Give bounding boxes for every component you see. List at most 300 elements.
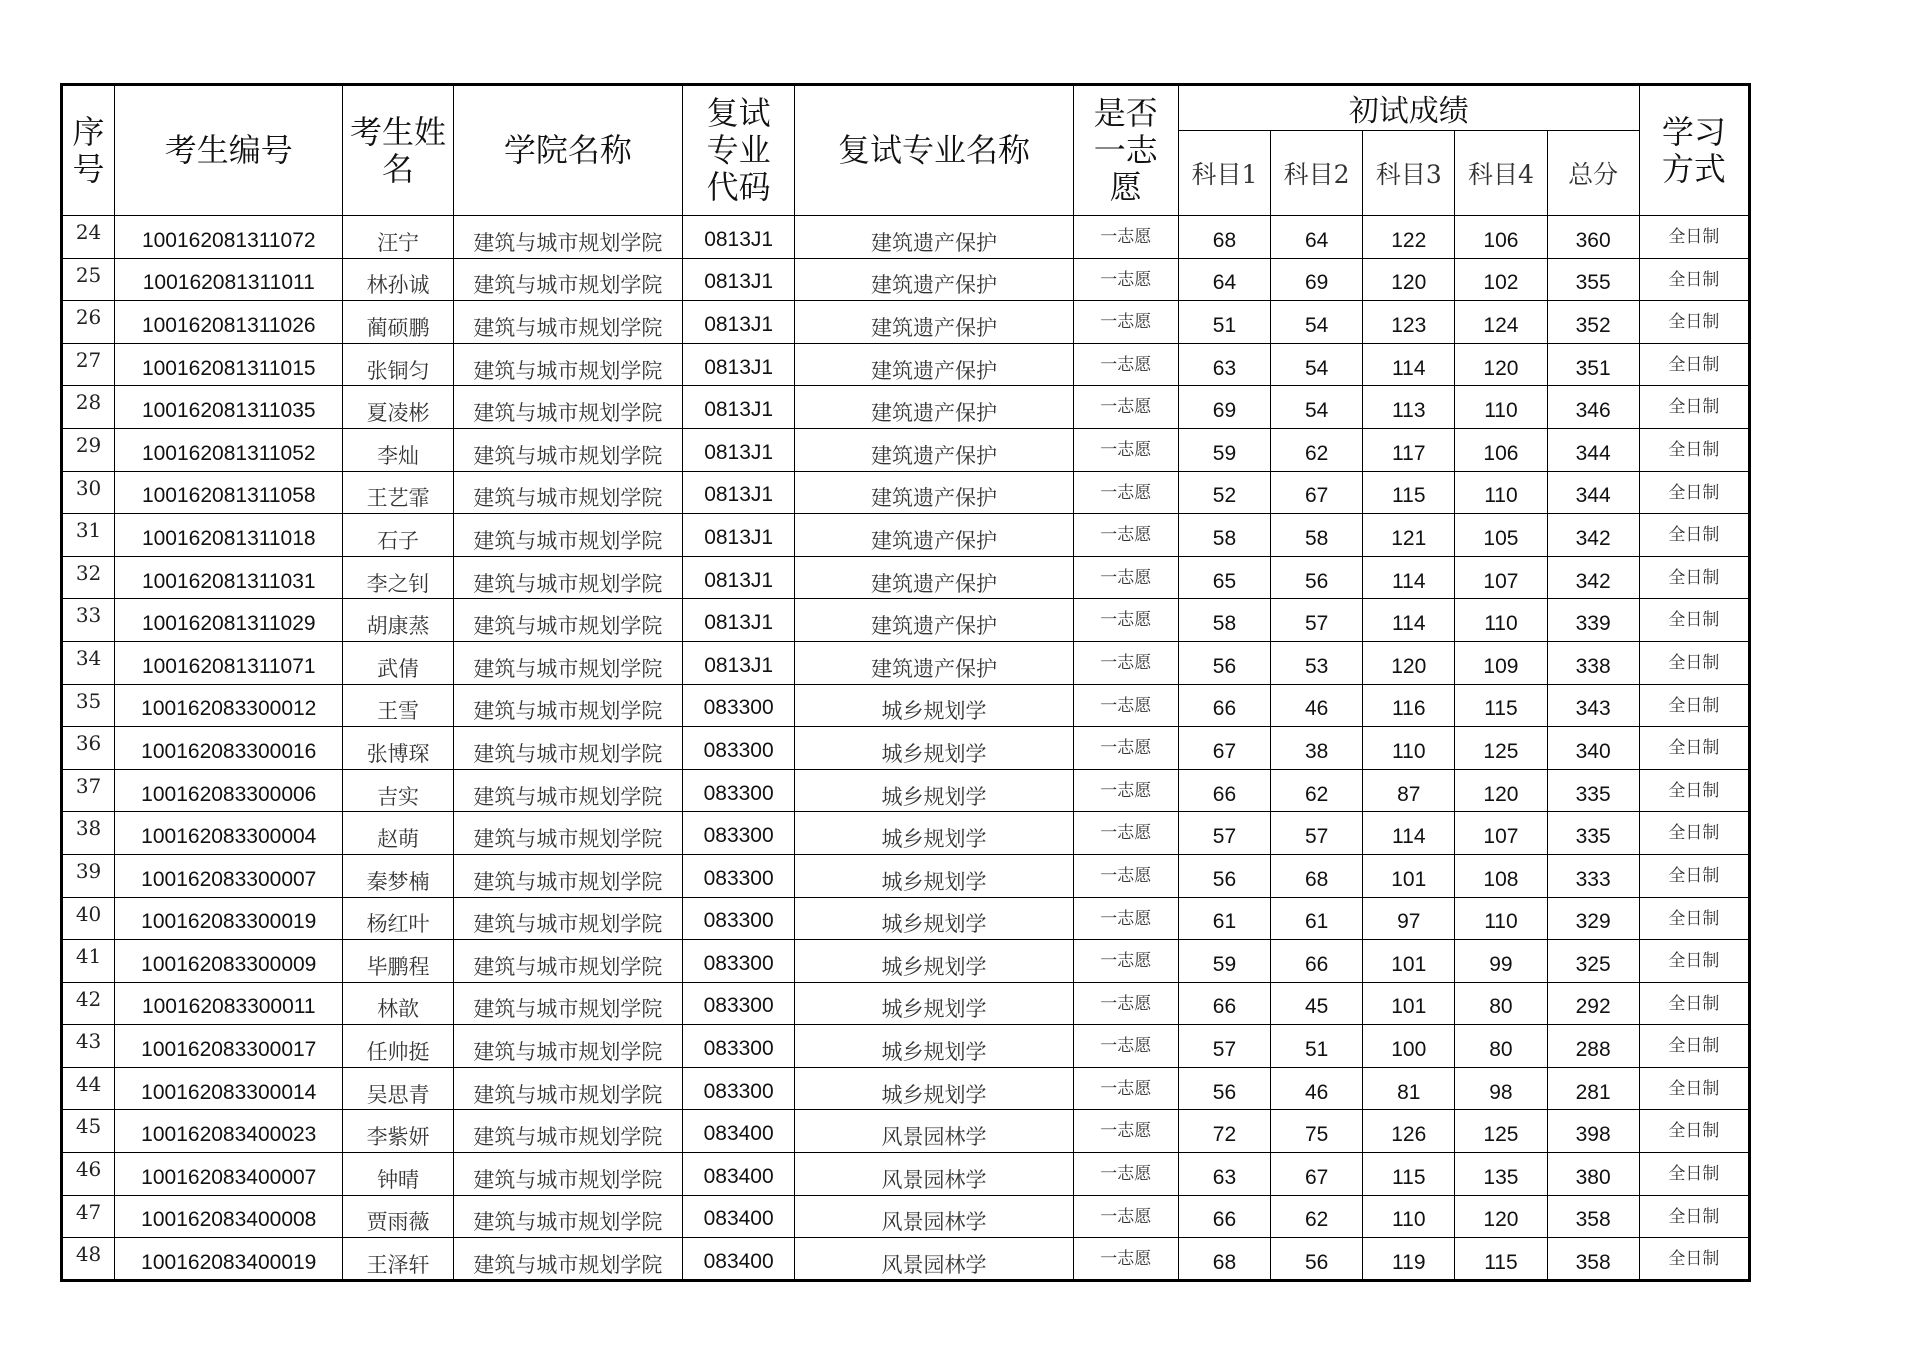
cell-subject4: 102 bbox=[1455, 258, 1547, 301]
cell-total: 335 bbox=[1547, 769, 1639, 812]
cell-college: 建筑与城市规划学院 bbox=[453, 258, 682, 301]
cell-subject2: 62 bbox=[1271, 428, 1363, 471]
cell-subject1: 51 bbox=[1178, 301, 1270, 344]
cell-college: 建筑与城市规划学院 bbox=[453, 1153, 682, 1196]
cell-name: 林歆 bbox=[343, 982, 453, 1025]
cell-seq: 41 bbox=[62, 940, 115, 983]
cell-name: 吉实 bbox=[343, 769, 453, 812]
cell-subject3: 87 bbox=[1363, 769, 1455, 812]
cell-first-choice: 一志愿 bbox=[1073, 812, 1178, 855]
cell-seq: 27 bbox=[62, 343, 115, 386]
cell-subject4: 110 bbox=[1455, 386, 1547, 429]
cell-subject4: 115 bbox=[1455, 1238, 1547, 1281]
cell-major-code: 083400 bbox=[683, 1195, 795, 1238]
table-row bbox=[62, 1067, 1750, 1110]
cell-major-code: 083300 bbox=[683, 854, 795, 897]
header-subject4: 科目4 bbox=[1455, 131, 1547, 216]
cell-major-name: 城乡规划学 bbox=[795, 812, 1073, 855]
cell-major-code: 0813J1 bbox=[683, 514, 795, 557]
cell-major-code: 083400 bbox=[683, 1110, 795, 1153]
cell-subject1: 56 bbox=[1178, 854, 1270, 897]
cell-subject3: 110 bbox=[1363, 727, 1455, 770]
cell-total: 352 bbox=[1547, 301, 1639, 344]
cell-first-choice: 一志愿 bbox=[1073, 428, 1178, 471]
cell-exam-id: 100162081311058 bbox=[115, 471, 343, 514]
cell-name: 汪宁 bbox=[343, 216, 453, 259]
cell-major-name: 建筑遗产保护 bbox=[795, 386, 1073, 429]
cell-subject4: 110 bbox=[1455, 897, 1547, 940]
cell-subject1: 52 bbox=[1178, 471, 1270, 514]
cell-name: 李紫妍 bbox=[343, 1110, 453, 1153]
cell-major-name: 城乡规划学 bbox=[795, 684, 1073, 727]
cell-seq: 45 bbox=[62, 1110, 115, 1153]
cell-subject1: 57 bbox=[1178, 812, 1270, 855]
cell-seq: 48 bbox=[62, 1238, 115, 1281]
cell-subject2: 56 bbox=[1271, 556, 1363, 599]
cell-study-mode: 全日制 bbox=[1639, 854, 1749, 897]
cell-major-code: 083300 bbox=[683, 982, 795, 1025]
cell-college: 建筑与城市规划学院 bbox=[453, 556, 682, 599]
cell-subject1: 66 bbox=[1178, 684, 1270, 727]
cell-subject1: 67 bbox=[1178, 727, 1270, 770]
cell-seq: 28 bbox=[62, 386, 115, 429]
cell-study-mode: 全日制 bbox=[1639, 599, 1749, 642]
cell-major-name: 建筑遗产保护 bbox=[795, 343, 1073, 386]
header-initial-scores: 初试成绩 bbox=[1178, 85, 1639, 131]
cell-first-choice: 一志愿 bbox=[1073, 982, 1178, 1025]
table-row bbox=[62, 897, 1750, 940]
cell-subject4: 115 bbox=[1455, 684, 1547, 727]
cell-first-choice: 一志愿 bbox=[1073, 556, 1178, 599]
cell-seq: 34 bbox=[62, 641, 115, 684]
cell-subject1: 64 bbox=[1178, 258, 1270, 301]
cell-name: 胡康蒸 bbox=[343, 599, 453, 642]
cell-major-name: 建筑遗产保护 bbox=[795, 258, 1073, 301]
cell-name: 王艺霏 bbox=[343, 471, 453, 514]
cell-subject1: 56 bbox=[1178, 641, 1270, 684]
cell-subject3: 122 bbox=[1363, 216, 1455, 259]
cell-name: 赵萌 bbox=[343, 812, 453, 855]
cell-study-mode: 全日制 bbox=[1639, 1153, 1749, 1196]
cell-total: 325 bbox=[1547, 940, 1639, 983]
table-row bbox=[62, 684, 1750, 727]
table-row bbox=[62, 1195, 1750, 1238]
cell-seq: 44 bbox=[62, 1067, 115, 1110]
cell-seq: 39 bbox=[62, 854, 115, 897]
cell-subject2: 57 bbox=[1271, 599, 1363, 642]
cell-major-name: 建筑遗产保护 bbox=[795, 599, 1073, 642]
cell-subject2: 69 bbox=[1271, 258, 1363, 301]
cell-study-mode: 全日制 bbox=[1639, 343, 1749, 386]
cell-name: 李之钊 bbox=[343, 556, 453, 599]
cell-major-name: 风景园林学 bbox=[795, 1238, 1073, 1281]
cell-major-name: 建筑遗产保护 bbox=[795, 556, 1073, 599]
cell-college: 建筑与城市规划学院 bbox=[453, 428, 682, 471]
cell-exam-id: 100162081311072 bbox=[115, 216, 343, 259]
cell-exam-id: 100162081311029 bbox=[115, 599, 343, 642]
cell-major-code: 083400 bbox=[683, 1153, 795, 1196]
table-row bbox=[62, 343, 1750, 386]
cell-exam-id: 100162083400008 bbox=[115, 1195, 343, 1238]
cell-college: 建筑与城市规划学院 bbox=[453, 684, 682, 727]
cell-college: 建筑与城市规划学院 bbox=[453, 1110, 682, 1153]
cell-college: 建筑与城市规划学院 bbox=[453, 216, 682, 259]
cell-subject3: 117 bbox=[1363, 428, 1455, 471]
cell-college: 建筑与城市规划学院 bbox=[453, 854, 682, 897]
cell-subject4: 124 bbox=[1455, 301, 1547, 344]
table-row bbox=[62, 812, 1750, 855]
cell-exam-id: 100162083300011 bbox=[115, 982, 343, 1025]
cell-subject2: 75 bbox=[1271, 1110, 1363, 1153]
table-row bbox=[62, 599, 1750, 642]
cell-first-choice: 一志愿 bbox=[1073, 258, 1178, 301]
cell-study-mode: 全日制 bbox=[1639, 1025, 1749, 1068]
table-row bbox=[62, 386, 1750, 429]
cell-subject3: 115 bbox=[1363, 471, 1455, 514]
cell-name: 王泽轩 bbox=[343, 1238, 453, 1281]
cell-college: 建筑与城市规划学院 bbox=[453, 1067, 682, 1110]
header-major-name: 复试专业名称 bbox=[795, 85, 1073, 216]
header-subject3: 科目3 bbox=[1363, 131, 1455, 216]
cell-total: 335 bbox=[1547, 812, 1639, 855]
cell-seq: 47 bbox=[62, 1195, 115, 1238]
cell-major-code: 083300 bbox=[683, 684, 795, 727]
cell-major-name: 城乡规划学 bbox=[795, 769, 1073, 812]
cell-subject4: 120 bbox=[1455, 769, 1547, 812]
header-study-mode: 学习方式 bbox=[1639, 85, 1749, 216]
cell-first-choice: 一志愿 bbox=[1073, 343, 1178, 386]
cell-first-choice: 一志愿 bbox=[1073, 514, 1178, 557]
cell-study-mode: 全日制 bbox=[1639, 301, 1749, 344]
table-row bbox=[62, 258, 1750, 301]
table-row bbox=[62, 216, 1750, 259]
cell-exam-id: 100162081311052 bbox=[115, 428, 343, 471]
cell-major-code: 0813J1 bbox=[683, 599, 795, 642]
cell-subject4: 107 bbox=[1455, 556, 1547, 599]
cell-first-choice: 一志愿 bbox=[1073, 854, 1178, 897]
cell-college: 建筑与城市规划学院 bbox=[453, 343, 682, 386]
cell-first-choice: 一志愿 bbox=[1073, 641, 1178, 684]
table-row bbox=[62, 428, 1750, 471]
cell-subject4: 80 bbox=[1455, 1025, 1547, 1068]
cell-first-choice: 一志愿 bbox=[1073, 1025, 1178, 1068]
cell-seq: 35 bbox=[62, 684, 115, 727]
cell-subject3: 114 bbox=[1363, 343, 1455, 386]
cell-college: 建筑与城市规划学院 bbox=[453, 471, 682, 514]
cell-subject3: 119 bbox=[1363, 1238, 1455, 1281]
cell-first-choice: 一志愿 bbox=[1073, 684, 1178, 727]
cell-exam-id: 100162083400007 bbox=[115, 1153, 343, 1196]
cell-first-choice: 一志愿 bbox=[1073, 940, 1178, 983]
cell-total: 342 bbox=[1547, 514, 1639, 557]
cell-name: 张博琛 bbox=[343, 727, 453, 770]
table-body bbox=[62, 216, 1750, 1281]
cell-exam-id: 100162083300009 bbox=[115, 940, 343, 983]
cell-major-name: 城乡规划学 bbox=[795, 940, 1073, 983]
cell-total: 358 bbox=[1547, 1238, 1639, 1281]
cell-first-choice: 一志愿 bbox=[1073, 1238, 1178, 1281]
cell-college: 建筑与城市规划学院 bbox=[453, 1025, 682, 1068]
cell-subject2: 38 bbox=[1271, 727, 1363, 770]
cell-major-name: 建筑遗产保护 bbox=[795, 301, 1073, 344]
cell-total: 351 bbox=[1547, 343, 1639, 386]
cell-subject4: 106 bbox=[1455, 428, 1547, 471]
cell-exam-id: 100162083400023 bbox=[115, 1110, 343, 1153]
cell-subject1: 65 bbox=[1178, 556, 1270, 599]
cell-first-choice: 一志愿 bbox=[1073, 1153, 1178, 1196]
table-row bbox=[62, 982, 1750, 1025]
cell-subject3: 116 bbox=[1363, 684, 1455, 727]
cell-first-choice: 一志愿 bbox=[1073, 386, 1178, 429]
cell-subject4: 110 bbox=[1455, 599, 1547, 642]
cell-first-choice: 一志愿 bbox=[1073, 769, 1178, 812]
cell-name: 吴思青 bbox=[343, 1067, 453, 1110]
header-subject2: 科目2 bbox=[1271, 131, 1363, 216]
cell-exam-id: 100162083300017 bbox=[115, 1025, 343, 1068]
cell-exam-id: 100162083300006 bbox=[115, 769, 343, 812]
cell-exam-id: 100162081311018 bbox=[115, 514, 343, 557]
cell-subject1: 57 bbox=[1178, 1025, 1270, 1068]
cell-study-mode: 全日制 bbox=[1639, 982, 1749, 1025]
cell-subject2: 62 bbox=[1271, 769, 1363, 812]
cell-college: 建筑与城市规划学院 bbox=[453, 727, 682, 770]
cell-subject3: 126 bbox=[1363, 1110, 1455, 1153]
cell-major-code: 0813J1 bbox=[683, 258, 795, 301]
cell-first-choice: 一志愿 bbox=[1073, 1067, 1178, 1110]
cell-subject1: 59 bbox=[1178, 428, 1270, 471]
cell-total: 281 bbox=[1547, 1067, 1639, 1110]
cell-subject1: 59 bbox=[1178, 940, 1270, 983]
cell-subject1: 66 bbox=[1178, 769, 1270, 812]
cell-subject4: 120 bbox=[1455, 1195, 1547, 1238]
cell-seq: 38 bbox=[62, 812, 115, 855]
cell-name: 张铜匀 bbox=[343, 343, 453, 386]
cell-subject4: 105 bbox=[1455, 514, 1547, 557]
cell-subject2: 66 bbox=[1271, 940, 1363, 983]
table-row bbox=[62, 854, 1750, 897]
header-subject1: 科目1 bbox=[1178, 131, 1270, 216]
cell-subject1: 72 bbox=[1178, 1110, 1270, 1153]
cell-subject2: 56 bbox=[1271, 1238, 1363, 1281]
cell-exam-id: 100162083300014 bbox=[115, 1067, 343, 1110]
cell-subject3: 97 bbox=[1363, 897, 1455, 940]
cell-first-choice: 一志愿 bbox=[1073, 471, 1178, 514]
cell-total: 358 bbox=[1547, 1195, 1639, 1238]
header-exam-id: 考生编号 bbox=[115, 85, 343, 216]
cell-total: 329 bbox=[1547, 897, 1639, 940]
cell-major-name: 城乡规划学 bbox=[795, 982, 1073, 1025]
cell-exam-id: 100162083300019 bbox=[115, 897, 343, 940]
cell-total: 342 bbox=[1547, 556, 1639, 599]
cell-seq: 42 bbox=[62, 982, 115, 1025]
cell-subject2: 51 bbox=[1271, 1025, 1363, 1068]
cell-study-mode: 全日制 bbox=[1639, 769, 1749, 812]
cell-name: 毕鹏程 bbox=[343, 940, 453, 983]
cell-subject3: 114 bbox=[1363, 556, 1455, 599]
cell-first-choice: 一志愿 bbox=[1073, 216, 1178, 259]
cell-first-choice: 一志愿 bbox=[1073, 897, 1178, 940]
cell-subject2: 67 bbox=[1271, 1153, 1363, 1196]
cell-major-code: 083300 bbox=[683, 727, 795, 770]
cell-major-name: 建筑遗产保护 bbox=[795, 514, 1073, 557]
cell-subject1: 56 bbox=[1178, 1067, 1270, 1110]
table-row bbox=[62, 1025, 1750, 1068]
cell-subject4: 125 bbox=[1455, 727, 1547, 770]
cell-seq: 24 bbox=[62, 216, 115, 259]
cell-subject4: 106 bbox=[1455, 216, 1547, 259]
cell-total: 360 bbox=[1547, 216, 1639, 259]
cell-subject1: 66 bbox=[1178, 1195, 1270, 1238]
cell-name: 任帅挺 bbox=[343, 1025, 453, 1068]
table-row bbox=[62, 471, 1750, 514]
cell-college: 建筑与城市规划学院 bbox=[453, 599, 682, 642]
cell-subject2: 54 bbox=[1271, 301, 1363, 344]
cell-subject4: 107 bbox=[1455, 812, 1547, 855]
cell-subject1: 61 bbox=[1178, 897, 1270, 940]
cell-name: 王雪 bbox=[343, 684, 453, 727]
cell-subject4: 110 bbox=[1455, 471, 1547, 514]
cell-major-name: 建筑遗产保护 bbox=[795, 216, 1073, 259]
cell-subject3: 123 bbox=[1363, 301, 1455, 344]
cell-study-mode: 全日制 bbox=[1639, 428, 1749, 471]
cell-study-mode: 全日制 bbox=[1639, 812, 1749, 855]
table-row bbox=[62, 1110, 1750, 1153]
cell-exam-id: 100162081311026 bbox=[115, 301, 343, 344]
cell-total: 380 bbox=[1547, 1153, 1639, 1196]
cell-exam-id: 100162081311015 bbox=[115, 343, 343, 386]
cell-major-name: 建筑遗产保护 bbox=[795, 471, 1073, 514]
cell-college: 建筑与城市规划学院 bbox=[453, 641, 682, 684]
cell-college: 建筑与城市规划学院 bbox=[453, 1238, 682, 1281]
header-total: 总分 bbox=[1547, 131, 1639, 216]
cell-major-code: 0813J1 bbox=[683, 216, 795, 259]
cell-major-name: 建筑遗产保护 bbox=[795, 428, 1073, 471]
cell-study-mode: 全日制 bbox=[1639, 1238, 1749, 1281]
cell-total: 288 bbox=[1547, 1025, 1639, 1068]
header-seq: 序号 bbox=[62, 85, 115, 216]
cell-subject2: 45 bbox=[1271, 982, 1363, 1025]
cell-subject1: 68 bbox=[1178, 1238, 1270, 1281]
cell-subject4: 120 bbox=[1455, 343, 1547, 386]
cell-study-mode: 全日制 bbox=[1639, 1110, 1749, 1153]
cell-subject1: 66 bbox=[1178, 982, 1270, 1025]
cell-subject4: 98 bbox=[1455, 1067, 1547, 1110]
table-row bbox=[62, 769, 1750, 812]
cell-subject3: 113 bbox=[1363, 386, 1455, 429]
cell-major-code: 0813J1 bbox=[683, 471, 795, 514]
header-major-code: 复试专业代码 bbox=[683, 85, 795, 216]
table-row bbox=[62, 1238, 1750, 1281]
cell-first-choice: 一志愿 bbox=[1073, 1195, 1178, 1238]
cell-major-code: 0813J1 bbox=[683, 343, 795, 386]
table-row bbox=[62, 1153, 1750, 1196]
cell-college: 建筑与城市规划学院 bbox=[453, 514, 682, 557]
cell-name: 钟晴 bbox=[343, 1153, 453, 1196]
cell-major-code: 083300 bbox=[683, 769, 795, 812]
cell-seq: 29 bbox=[62, 428, 115, 471]
header-first-choice: 是否一志愿 bbox=[1073, 85, 1178, 216]
cell-exam-id: 100162081311011 bbox=[115, 258, 343, 301]
cell-name: 杨红叶 bbox=[343, 897, 453, 940]
cell-seq: 25 bbox=[62, 258, 115, 301]
cell-name: 武倩 bbox=[343, 641, 453, 684]
cell-subject1: 63 bbox=[1178, 1153, 1270, 1196]
cell-subject1: 58 bbox=[1178, 599, 1270, 642]
cell-subject3: 114 bbox=[1363, 599, 1455, 642]
cell-total: 355 bbox=[1547, 258, 1639, 301]
cell-subject3: 120 bbox=[1363, 641, 1455, 684]
cell-name: 蔺硕鹏 bbox=[343, 301, 453, 344]
cell-college: 建筑与城市规划学院 bbox=[453, 386, 682, 429]
cell-major-name: 风景园林学 bbox=[795, 1153, 1073, 1196]
cell-first-choice: 一志愿 bbox=[1073, 301, 1178, 344]
cell-major-code: 083300 bbox=[683, 1025, 795, 1068]
cell-subject2: 64 bbox=[1271, 216, 1363, 259]
table-row bbox=[62, 514, 1750, 557]
cell-seq: 37 bbox=[62, 769, 115, 812]
cell-college: 建筑与城市规划学院 bbox=[453, 812, 682, 855]
cell-major-code: 083300 bbox=[683, 940, 795, 983]
cell-subject2: 46 bbox=[1271, 684, 1363, 727]
cell-subject4: 109 bbox=[1455, 641, 1547, 684]
cell-study-mode: 全日制 bbox=[1639, 1195, 1749, 1238]
cell-major-name: 城乡规划学 bbox=[795, 854, 1073, 897]
cell-seq: 40 bbox=[62, 897, 115, 940]
cell-first-choice: 一志愿 bbox=[1073, 1110, 1178, 1153]
cell-subject3: 121 bbox=[1363, 514, 1455, 557]
cell-study-mode: 全日制 bbox=[1639, 216, 1749, 259]
cell-major-name: 城乡规划学 bbox=[795, 897, 1073, 940]
cell-study-mode: 全日制 bbox=[1639, 258, 1749, 301]
cell-major-name: 建筑遗产保护 bbox=[795, 641, 1073, 684]
cell-first-choice: 一志愿 bbox=[1073, 727, 1178, 770]
cell-exam-id: 100162081311035 bbox=[115, 386, 343, 429]
cell-total: 343 bbox=[1547, 684, 1639, 727]
cell-name: 李灿 bbox=[343, 428, 453, 471]
cell-subject3: 101 bbox=[1363, 940, 1455, 983]
cell-name: 林孙诚 bbox=[343, 258, 453, 301]
cell-name: 秦梦楠 bbox=[343, 854, 453, 897]
cell-subject3: 101 bbox=[1363, 854, 1455, 897]
cell-major-name: 风景园林学 bbox=[795, 1195, 1073, 1238]
cell-name: 贾雨薇 bbox=[343, 1195, 453, 1238]
cell-major-code: 0813J1 bbox=[683, 641, 795, 684]
cell-subject2: 53 bbox=[1271, 641, 1363, 684]
cell-total: 333 bbox=[1547, 854, 1639, 897]
cell-major-code: 083300 bbox=[683, 812, 795, 855]
cell-study-mode: 全日制 bbox=[1639, 556, 1749, 599]
cell-major-name: 城乡规划学 bbox=[795, 727, 1073, 770]
cell-study-mode: 全日制 bbox=[1639, 471, 1749, 514]
cell-seq: 36 bbox=[62, 727, 115, 770]
cell-subject2: 58 bbox=[1271, 514, 1363, 557]
cell-major-code: 083300 bbox=[683, 1067, 795, 1110]
cell-total: 344 bbox=[1547, 471, 1639, 514]
cell-subject2: 46 bbox=[1271, 1067, 1363, 1110]
cell-seq: 33 bbox=[62, 599, 115, 642]
cell-study-mode: 全日制 bbox=[1639, 386, 1749, 429]
table-header bbox=[62, 85, 1750, 216]
cell-major-code: 0813J1 bbox=[683, 301, 795, 344]
cell-subject3: 101 bbox=[1363, 982, 1455, 1025]
cell-exam-id: 100162083300004 bbox=[115, 812, 343, 855]
cell-major-code: 083300 bbox=[683, 897, 795, 940]
cell-study-mode: 全日制 bbox=[1639, 940, 1749, 983]
cell-subject3: 110 bbox=[1363, 1195, 1455, 1238]
header-name: 考生姓名 bbox=[343, 85, 453, 216]
cell-total: 339 bbox=[1547, 599, 1639, 642]
cell-subject4: 135 bbox=[1455, 1153, 1547, 1196]
